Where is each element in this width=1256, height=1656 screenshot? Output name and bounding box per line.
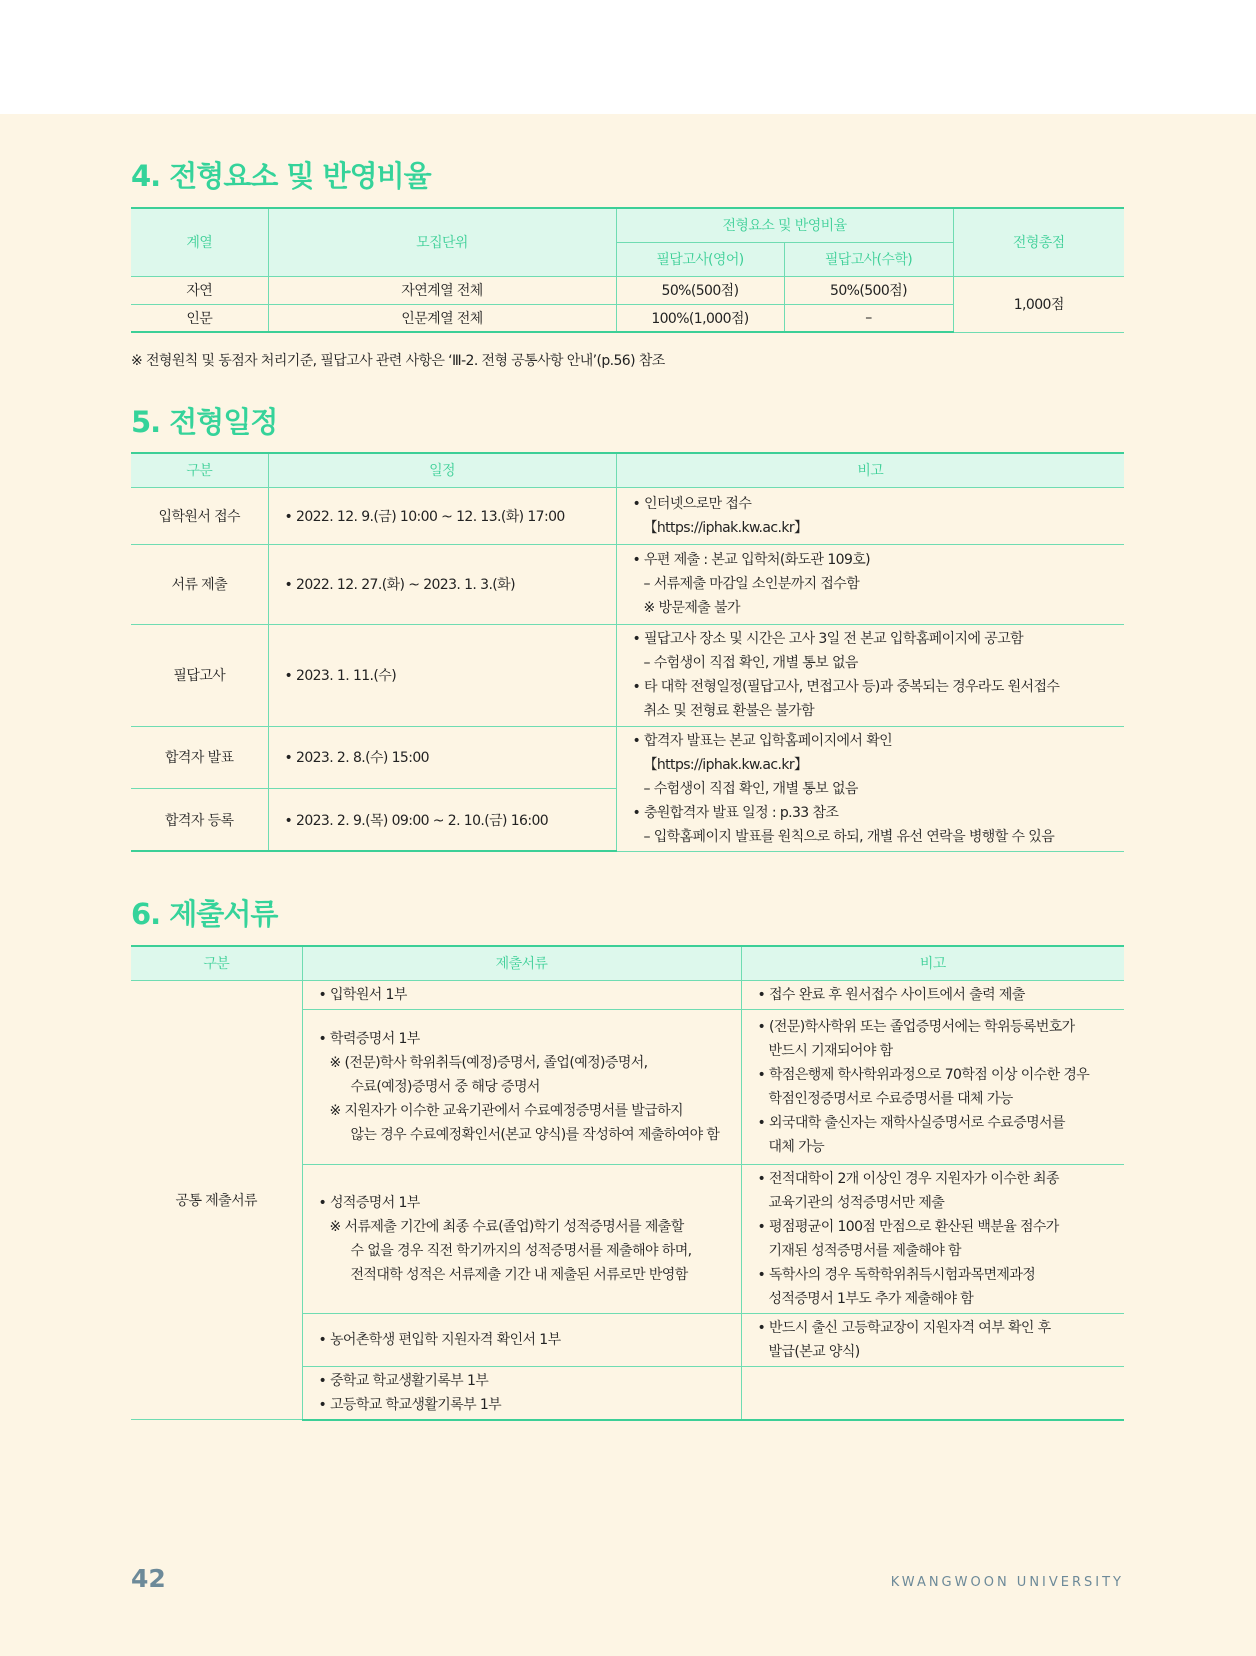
table-row bbox=[131, 487, 1124, 544]
remarks-cell bbox=[741, 1164, 1124, 1313]
table-row bbox=[131, 980, 1124, 1009]
documents-cell bbox=[302, 980, 741, 1009]
remark-line: • 타 대학 전형일정(필답고사, 면접고사 등)과 중복되는 경우라도 원서접수 bbox=[632, 679, 1060, 695]
reference-note: ※ 전형원칙 및 동점자 처리기준, 필답고사 관련 사항은 ‘Ⅲ-2. 전형 공통사항 안내’(p.56) 참조 bbox=[131, 353, 665, 369]
remark-line: • 합격자 발표는 본교 입학홈페이지에서 확인 bbox=[632, 732, 893, 749]
remark-line: 발급(본교 양식) bbox=[768, 1343, 860, 1360]
table-row bbox=[131, 276, 1124, 304]
section-6-title: 6. 제출서류 bbox=[131, 897, 278, 931]
section-5-title: 5. 전형일정 bbox=[131, 405, 278, 439]
page-number: 42 bbox=[131, 1564, 166, 1593]
remark-line: 【https://iphak.kw.ac.kr】 bbox=[643, 756, 808, 773]
category-cell: 입학원서 접수 bbox=[131, 487, 268, 544]
remarks-cell bbox=[616, 624, 1124, 726]
remark-line: – 수험생이 직접 확인, 개별 통보 없음 bbox=[643, 780, 858, 797]
remark-line: • 평점평균이 100점 만점으로 환산된 백분율 점수가 bbox=[757, 1218, 1059, 1235]
date-cell: • 2023. 1. 11.(수) bbox=[268, 624, 616, 726]
document-line: 전적대학 성적은 서류제출 기간 내 제출된 서류로만 반영함 bbox=[350, 1266, 688, 1283]
documents-cell bbox=[302, 1313, 741, 1366]
remark-line: • (전문)학사학위 또는 졸업증명서에는 학위등록번호가 bbox=[757, 1018, 1075, 1035]
remark-line: 취소 및 전형료 환불은 불가함 bbox=[643, 703, 814, 719]
documents-cell bbox=[302, 1366, 741, 1420]
remarks-cell bbox=[741, 1009, 1124, 1164]
date-cell: • 2022. 12. 27.(화) ~ 2023. 1. 3.(화) bbox=[268, 544, 616, 624]
date-cell: • 2023. 2. 9.(목) 09:00 ~ 2. 10.(금) 16:00 bbox=[268, 789, 616, 852]
document-line: ※ (전문)학사 학위취득(예정)증명서, 졸업(예정)증명서, bbox=[329, 1054, 648, 1071]
remark-line: 반드시 기재되어야 함 bbox=[768, 1042, 893, 1059]
header-documents: 제출서류 bbox=[302, 946, 741, 980]
document-line: • 학력증명서 1부 bbox=[318, 1030, 420, 1047]
remark-line: 대체 가능 bbox=[768, 1138, 825, 1155]
table-row bbox=[131, 544, 1124, 624]
remark-line: • 반드시 출신 고등학교장이 지원자격 여부 확인 후 bbox=[757, 1319, 1051, 1336]
remark-line: • 인터넷으로만 접수 bbox=[632, 495, 752, 512]
remark-line: 교육기관의 성적증명서만 제출 bbox=[768, 1194, 945, 1211]
category-cell: 합격자 발표 bbox=[131, 726, 268, 789]
math-cell: – bbox=[784, 304, 953, 332]
category-cell: 공통 제출서류 bbox=[131, 980, 302, 1420]
remark-line: • 외국대학 출신자는 재학사실증명서로 수료증명서를 bbox=[757, 1114, 1065, 1131]
header-unit: 모집단위 bbox=[268, 208, 616, 276]
document-line: • 농어촌학생 편입학 지원자격 확인서 1부 bbox=[318, 1331, 561, 1348]
remark-line: • 학점은행제 학사학위과정으로 70학점 이상 이수한 경우 bbox=[757, 1066, 1090, 1083]
remark-line: 학점인정증명서로 수료증명서를 대체 가능 bbox=[768, 1090, 1013, 1107]
english-cell: 100%(1,000점) bbox=[616, 304, 784, 332]
header-category: 구분 bbox=[131, 453, 268, 487]
documents-cell bbox=[302, 1164, 741, 1313]
remarks-cell bbox=[741, 1366, 1124, 1420]
date-cell: • 2022. 12. 9.(금) 10:00 ~ 12. 13.(화) 17:00 bbox=[268, 487, 616, 544]
remark-line: 【https://iphak.kw.ac.kr】 bbox=[643, 519, 808, 536]
university-name: KWANGWOON UNIVERSITY bbox=[890, 1575, 1124, 1590]
date-cell: • 2023. 2. 8.(수) 15:00 bbox=[268, 726, 616, 789]
table-row bbox=[131, 624, 1124, 726]
remark-line: 성적증명서 1부도 추가 제출해야 함 bbox=[768, 1290, 974, 1307]
documents-table bbox=[131, 945, 1124, 1421]
remark-line: • 전적대학이 2개 이상인 경우 지원자가 이수한 최종 bbox=[757, 1170, 1059, 1187]
remark-line: • 필답고사 장소 및 시간은 고사 3일 전 본교 입학홈페이지에 공고함 bbox=[632, 631, 1023, 647]
header-series: 계열 bbox=[131, 208, 268, 276]
header-total: 전형총점 bbox=[953, 208, 1124, 276]
section-4-title: 4. 전형요소 및 반영비율 bbox=[131, 159, 431, 193]
header-date: 일정 bbox=[268, 453, 616, 487]
document-line: • 성적증명서 1부 bbox=[318, 1194, 420, 1211]
remark-line: • 독학사의 경우 독학학위취득시험과목면제과정 bbox=[757, 1266, 1036, 1283]
document-line: 않는 경우 수료예정확인서(본교 양식)를 작성하여 제출하여야 함 bbox=[350, 1126, 720, 1143]
header-ratio: 전형요소 및 반영비율 bbox=[616, 208, 953, 242]
remark-line: • 충원합격자 발표 일정 : p.33 참조 bbox=[632, 804, 839, 821]
remark-line: • 우편 제출 : 본교 입학처(화도관 109호) bbox=[632, 552, 871, 568]
remark-line: • 접수 완료 후 원서접수 사이트에서 출력 제출 bbox=[757, 986, 1025, 1003]
category-cell: 서류 제출 bbox=[131, 544, 268, 624]
math-cell: 50%(500점) bbox=[784, 276, 953, 304]
document-line: • 고등학교 학교생활기록부 1부 bbox=[318, 1396, 502, 1413]
unit-cell: 자연계열 전체 bbox=[268, 276, 616, 304]
remark-line: – 입학홈페이지 발표를 원칙으로 하되, 개별 유선 연락을 병행할 수 있음 bbox=[643, 828, 1055, 845]
header-remarks: 비고 bbox=[616, 453, 1124, 487]
document-line: ※ 지원자가 이수한 교육기관에서 수료예정증명서를 발급하지 bbox=[329, 1102, 683, 1119]
category-cell: 필답고사 bbox=[131, 624, 268, 726]
table-row bbox=[131, 726, 1124, 789]
document-line: 수료(예정)증명서 중 해당 증명서 bbox=[350, 1078, 540, 1095]
total-cell: 1,000점 bbox=[953, 276, 1124, 332]
series-cell: 인문 bbox=[131, 304, 268, 332]
selection-ratio-table bbox=[131, 207, 1124, 333]
document-line: • 중학교 학교생활기록부 1부 bbox=[318, 1372, 489, 1389]
remark-line: ※ 방문제출 불가 bbox=[643, 600, 740, 616]
series-cell: 자연 bbox=[131, 276, 268, 304]
english-cell: 50%(500점) bbox=[616, 276, 784, 304]
unit-cell: 인문계열 전체 bbox=[268, 304, 616, 332]
remark-line: – 수험생이 직접 확인, 개별 통보 없음 bbox=[643, 655, 858, 671]
header-english: 필답고사(영어) bbox=[616, 242, 784, 276]
document-line: ※ 서류제출 기간에 최종 수료(졸업)학기 성적증명서를 제출할 bbox=[329, 1218, 684, 1235]
remarks-cell bbox=[741, 980, 1124, 1009]
document-line: • 입학원서 1부 bbox=[318, 986, 407, 1003]
category-cell: 합격자 등록 bbox=[131, 789, 268, 852]
header-category: 구분 bbox=[131, 946, 302, 980]
remark-line: 기재된 성적증명서를 제출해야 함 bbox=[768, 1242, 961, 1259]
schedule-table bbox=[131, 452, 1124, 852]
header-remarks: 비고 bbox=[741, 946, 1124, 980]
remarks-cell bbox=[616, 487, 1124, 544]
remarks-cell bbox=[616, 544, 1124, 624]
page-background bbox=[0, 114, 1256, 1656]
header-math: 필답고사(수학) bbox=[784, 242, 953, 276]
remarks-cell bbox=[616, 726, 1124, 851]
documents-cell bbox=[302, 1009, 741, 1164]
document-line: 수 없을 경우 직전 학기까지의 성적증명서를 제출해야 하며, bbox=[350, 1242, 692, 1259]
remark-line: – 서류제출 마감일 소인분까지 접수함 bbox=[643, 576, 860, 592]
remarks-cell bbox=[741, 1313, 1124, 1366]
